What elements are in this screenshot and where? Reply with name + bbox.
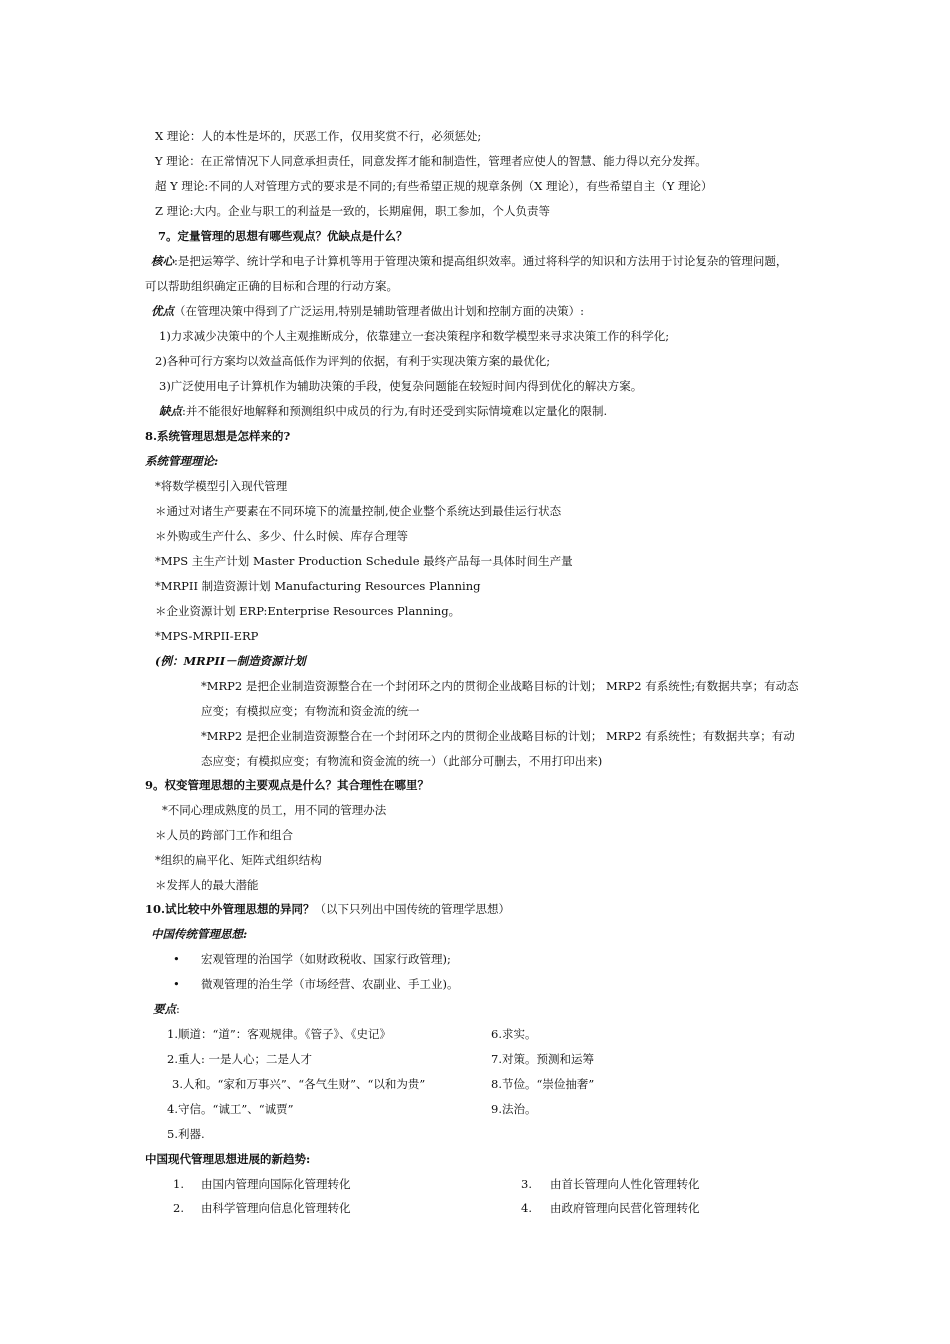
q10-point-8: 8.节俭。“崇俭抽奢” [491,1077,595,1091]
q10-trend-1: 由国内管理向国际化管理转化 [201,1177,351,1191]
q7-dis-text: :并不能很好地解释和预测组织中成员的行为,有时还受到实际情境难以定量化的限制. [182,404,608,418]
q10-heading [145,901,510,917]
q10-point-6: 6.求实。 [491,1027,537,1041]
q10-point-7: 7.对策。预测和运筹 [491,1052,594,1066]
q7-heading: 7。定量管理的思想有哪些观点？优缺点是什么？ [158,229,408,243]
q8-item-4: *MPS 主生产计划 Master Production Schedule 最终产品每一具体时间生产量 [155,554,573,568]
q8-item-7: *MPS-MRPII-ERP [155,629,259,643]
q10-point-4: 4.守信。“诚工”、“诚贾” [167,1102,294,1116]
q7-core-text-1: :是把运筹学、统计学和电子计算机等用于管理决策和提高组织效率。通过将科学的知识和方法用于讨论复杂的管理问题， [174,254,788,268]
q8-item-2: ＊通过对诸生产要素在不同环境下的流量控制,使企业整个系统达到最佳运行状态 [155,504,562,518]
z-theory-line: Z 理论:大内。企业与职工的利益是一致的，长期雇佣，职工参加，个人负责等 [155,204,551,218]
q8-item-1: *将数学模型引入现代管理 [155,479,288,493]
q10-key-colon: : [176,1002,180,1016]
q10-key-line [153,1001,180,1017]
q10-heading-bold: 10.试比较中外管理思想的异同？ [145,902,315,916]
q10-key-label: 要点 [153,1002,176,1016]
q10-bullet-symbol-1: • [173,952,180,966]
q10-bullet-2: 微观管理的治生学（市场经营、农副业、手工业)。 [201,977,459,991]
super-y-theory-line: 超 Y 理论:不同的人对管理方式的要求是不同的;有些希望正规的规章条例（X 理论），有些希望自主（Y 理论） [155,179,713,193]
q7-core-label: 核心 [151,254,174,268]
q7-core-line [151,253,787,269]
q10-trend-num-1: 1. [173,1177,184,1191]
q10-heading-note: （以下只列出中国传统的管理学思想） [314,902,511,916]
q10-trend-4: 由政府管理向民营化管理转化 [550,1201,700,1215]
q10-modern-heading: 中国现代管理思想进展的新趋势: [145,1152,311,1166]
q10-point-2: 2.重人: 一是人心；二是人才 [167,1052,313,1066]
q9-item-3: *组织的扁平化、矩阵式组织结构 [155,853,322,867]
q7-core-text-2: 可以帮助组织确定正确的目标和合理的行动方案。 [145,279,398,293]
q9-item-4: ＊发挥人的最大潜能 [155,878,259,892]
q7-adv-item-2: 2)各种可行方案均以效益高低作为评判的依据，有利于实现决策方案的最优化; [155,354,551,368]
q10-bullet-symbol-2: • [173,977,180,991]
q10-point-9: 9.法治。 [491,1102,537,1116]
q7-adv-item-1: 1)力求减少决策中的个人主观推断成分，依靠建立一套决策程序和数学模型来寻求决策工作的科学化; [159,329,670,343]
q7-adv-label: 优点 [151,304,174,318]
q7-adv-item-3: 3)广泛使用电子计算机作为辅助决策的手段，使复杂问题能在较短时间内得到优化的解决方案。 [159,379,643,393]
q10-point-3: 3.人和。“家和万事兴”、“各气生财”、“以和为贵” [172,1077,426,1091]
q10-trend-num-4: 4. [521,1201,532,1215]
q8-example-label: (例：MRPII－制造资源计划 [155,654,306,668]
q10-trend-2: 由科学管理向信息化管理转化 [201,1201,351,1215]
q8-example-line-3: *MRP2 是把企业制造资源整合在一个封闭环之内的贯彻企业战略目标的计划； MRP2 有系统性；有数据共享；有动 [201,729,795,743]
q10-trend-num-2: 2. [173,1201,184,1215]
q8-sub-heading: 系统管理理论: [145,454,219,468]
q8-item-5: *MRPII 制造资源计划 Manufacturing Resources Planning [155,579,481,593]
q10-bullet-1: 宏观管理的治国学（如财政税收、国家行政管理); [201,952,451,966]
q10-trend-num-3: 3. [521,1177,532,1191]
q9-item-2: ＊人员的跨部门工作和组合 [155,828,293,842]
q9-item-1: *不同心理成熟度的员工，用不同的管理办法 [162,803,387,817]
q10-point-5: 5.利器. [167,1127,205,1141]
q9-heading: 9。权变管理思想的主要观点是什么？其合理性在哪里？ [145,778,429,792]
q7-adv-line [151,303,584,319]
q10-trend-3: 由首长管理向人性化管理转化 [550,1177,700,1191]
q7-dis-line [159,403,607,419]
y-theory-line: Y 理论：在正常情况下人同意承担责任，同意发挥才能和制造性，管理者应使人的智慧、能力得以充分发挥。 [155,154,707,168]
q8-example-line-4: 态应变；有模拟应变；有物流和资金流的统一）（此部分可删去，不用打印出来) [201,754,603,768]
q8-item-6: ＊企业资源计划 ERP:Enterprise Resources Planning。 [155,604,461,618]
q8-example-line-2: 应变；有模拟应变；有物流和资金流的统一 [201,704,420,718]
q7-adv-text: （在管理决策中得到了广泛运用,特别是辅助管理者做出计划和控制方面的决策）: [174,304,585,318]
x-theory-line: X 理论：人的本性是坏的，厌恶工作，仅用奖赏不行，必须惩处; [155,129,482,143]
q10-trad-heading: 中国传统管理思想: [151,927,248,941]
q8-heading: 8.系统管理思想是怎样来的? [145,429,291,443]
q10-point-1: 1.顺道：“道”：客观规律。《管子》、《史记》 [167,1027,391,1041]
q8-example-line-1: *MRP2 是把企业制造资源整合在一个封闭环之内的贯彻企业战略目标的计划； MRP2 有系统性;有数据共享；有动态 [201,679,799,693]
q8-item-3: ＊外购或生产什么、多少、什么时候、库存合理等 [155,529,408,543]
q7-dis-label: 缺点 [159,404,182,418]
